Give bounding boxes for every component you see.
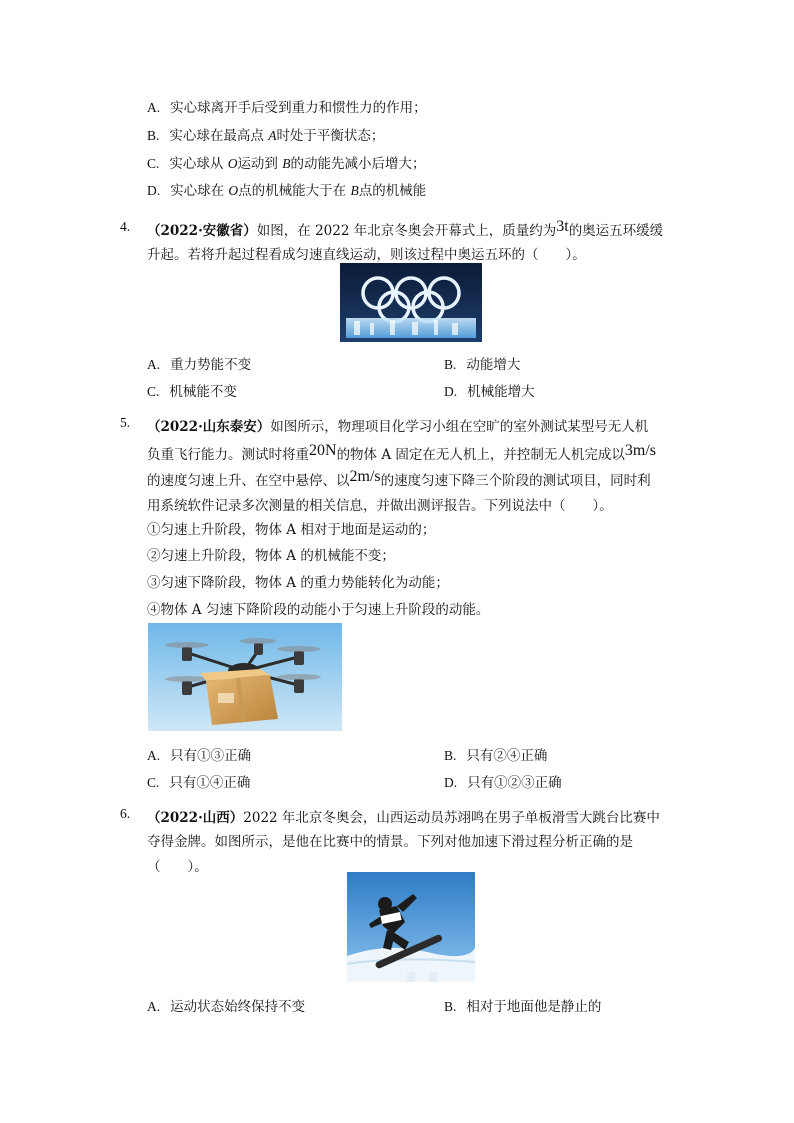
olympic-rings-image [340,263,482,342]
q6-option-a: A. 运动状态始终保持不变 [147,999,306,1015]
q5-number: 5. [120,415,131,430]
q6-stem-line1: （2022·山西）2022 年北京冬奥会，山西运动员苏翊鸣在男子单板滑雪大跳台比赛中 [147,810,660,826]
q4-mass: 3t [556,218,569,235]
q6-stem-line3: （ ）。 [147,859,208,875]
q5-option-d: D. 只有①②③正确 [444,775,562,791]
q5-speed-up: 3m/s [624,442,657,459]
q6-number: 6. [120,806,131,821]
q4-option-a: A. 重力势能不变 [147,357,252,373]
q6-stem-line2: 夺得金牌。如图所示，是他在比赛中的情景。下列对他加速下滑过程分析正确的是 [147,834,633,850]
q5-option-a: A. 只有①③正确 [147,748,252,764]
q5-source: （2022·山东泰安） [147,419,271,435]
q5-statement-2: ②匀速上升阶段，物体 A 的机械能不变； [147,548,395,564]
q4-stem-line2: 升起。若将升起过程看成匀速直线运动，则该过程中奥运五环的（ ）。 [147,247,586,263]
q5-weight: 20N [309,442,337,459]
snowboarder-image [347,872,475,982]
q3-option-d: D. 实心球在 O点的机械能大于在 B点的机械能 [147,183,427,199]
q5-option-c: C. 只有①④正确 [147,775,251,791]
q3-option-b: B. 实心球在最高点 A时处于平衡状态； [147,128,385,144]
q6-option-b: B. 相对于地面他是静止的 [444,999,602,1015]
q3-option-a: A. 实心球离开手后受到重力和惯性力的作用； [147,100,427,116]
q5-statement-4: ④物体 A 匀速下降阶段的动能小于匀速上升阶段的动能。 [147,602,490,618]
q5-option-b: B. 只有②④正确 [444,748,548,764]
q5-statement-1: ①匀速上升阶段，物体 A 相对于地面是运动的； [147,522,436,538]
q5-speed-down: 2m/s [349,468,381,485]
q6-source: （2022·山西） [147,810,244,826]
q5-stem-line2: 负重飞行能力。测试时将重20N的物体 A 固定在无人机上，并控制无人机完成以3m/s [147,442,657,463]
q3-option-c: C. 实心球从 O运动到 B的动能先减小后增大； [147,156,426,172]
q5-stem-line1: （2022·山东泰安）如图所示，物理项目化学习小组在空旷的室外测试某型号无人机 [147,419,649,435]
q5-stem-line3: 的速度匀速上升、在空中悬停、以2m/s的速度匀速下降三个阶段的测试项目，同时利 [147,468,651,489]
q4-source: （2022·安徽省） [147,223,257,239]
q4-option-c: C. 机械能不变 [147,384,237,400]
q5-stem-line4: 用系统软件记录多次测量的相关信息，并做出测评报告。下列说法中（ ）。 [147,498,613,514]
drone-image [148,623,342,731]
q4-number: 4. [120,219,131,234]
q4-option-b: B. 动能增大 [444,357,521,373]
q4-option-d: D. 机械能增大 [444,384,535,400]
q4-stem-line1: （2022·安徽省）如图，在 2022 年北京冬奥会开幕式上，质量约为3t的奥运五环缓缓 [147,218,664,239]
q5-statement-3: ③匀速下降阶段，物体 A 的重力势能转化为动能； [147,575,449,591]
